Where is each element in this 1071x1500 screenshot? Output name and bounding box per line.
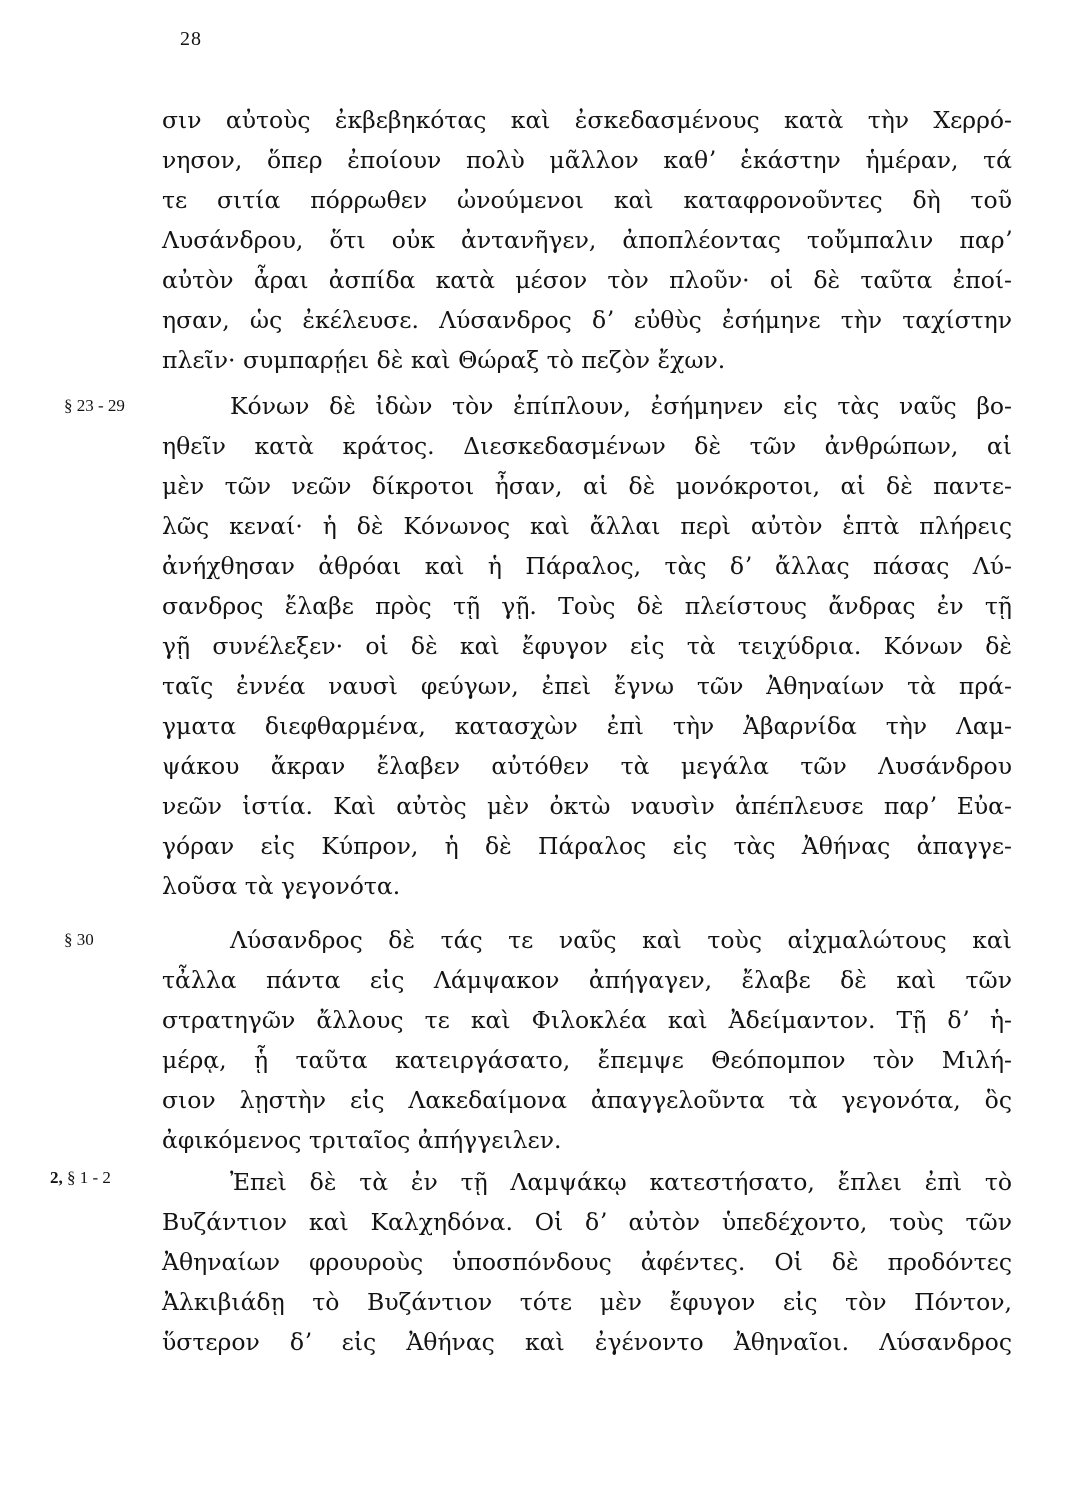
text-line: ψάκου ἄκραν ἔλαβεν αὐτόθεν τὰ μεγάλα τῶν Λυσάνδρου — [162, 752, 1012, 780]
text-line: σανδρος ἔλαβε πρὸς τῇ γῇ. Τοὺς δὲ πλείστους ἄνδρας ἐν τῇ — [162, 592, 1012, 620]
text-line: νησον, ὅπερ ἐποίουν πολὺ μᾶλλον καθʼ ἑκάστην ἡμέραν, τά — [162, 146, 1012, 174]
text-line: γῇ συνέλεξεν· οἱ δὲ καὶ ἔφυγον εἰς τὰ τειχύδρια. Κόνων δὲ — [162, 632, 1012, 660]
text-line: ἀφικόμενος τριταῖος ἀπήγγειλεν. — [162, 1126, 562, 1154]
text-line: Λυσάνδρου, ὅτι οὐκ ἀντανῆγεν, ἀποπλέοντας τοὔμπαλιν παρʼ — [162, 226, 1012, 254]
margin-ref-label: § 23 - 29 — [64, 396, 125, 415]
text-line: μὲν τῶν νεῶν δίκροτοι ἦσαν, αἱ δὲ μονόκροτοι, αἱ δὲ παντε- — [162, 472, 1012, 500]
text-line: πλεῖν· συμπαρῄει δὲ καὶ Θώραξ τὸ πεζὸν ἔχων. — [162, 346, 726, 374]
paragraph-4 — [162, 1162, 1012, 1362]
margin-ref-label: § 30 — [64, 930, 94, 949]
page-number: 28 — [180, 28, 202, 50]
text-line: λοῦσα τὰ γεγονότα. — [162, 872, 401, 900]
margin-ref-book-number: 2, — [50, 1168, 63, 1187]
text-line: σιν αὐτοὺς ἐκβεβηκότας καὶ ἐσκεδασμένους κατὰ τὴν Χερρό- — [162, 106, 1012, 134]
text-line: γόραν εἰς Κύπρον, ἡ δὲ Πάραλος εἰς τὰς Ἀθήνας ἀπαγγε- — [162, 832, 1012, 860]
text-line: λῶς κεναί· ἡ δὲ Κόνωνος καὶ ἄλλαι περὶ αὐτὸν ἑπτὰ πλήρεις — [162, 512, 1012, 540]
text-line: Βυζάντιον καὶ Καλχηδόνα. Οἱ δʼ αὐτὸν ὑπεδέχοντο, τοὺς τῶν — [162, 1208, 1012, 1236]
text-line: ὕστερον δʼ εἰς Ἀθήνας καὶ ἐγένοντο Ἀθηναῖοι. Λύσανδρος — [162, 1328, 1012, 1356]
text-line: αὐτὸν ἆραι ἀσπίδα κατὰ μέσον τὸν πλοῦν· οἱ δὲ ταῦτα ἐποί- — [162, 266, 1012, 294]
text-line: Ἀθηναίων φρουροὺς ὑποσπόνδους ἀφέντες. Οἱ δὲ προδόντες — [162, 1248, 1012, 1276]
paragraph-1 — [162, 100, 1012, 380]
text-line: Κόνων δὲ ἰδὼν τὸν ἐπίπλουν, ἐσήμηνεν εἰς τὰς ναῦς βο- — [230, 392, 1012, 420]
text-line: Ἀλκιβιάδῃ τὸ Βυζάντιον τότε μὲν ἔφυγον εἰς τὸν Πόντον, — [162, 1288, 1012, 1316]
text-line: Λύσανδρος δὲ τάς τε ναῦς καὶ τοὺς αἰχμαλώτους καὶ — [230, 926, 1012, 954]
text-line: ησαν, ὡς ἐκέλευσε. Λύσανδρος δʼ εὐθὺς ἐσήμηνε τὴν ταχίστην — [162, 306, 1012, 334]
paragraph-2 — [162, 386, 1012, 906]
paragraph-3 — [162, 920, 1012, 1160]
text-line: Ἐπεὶ δὲ τὰ ἐν τῇ Λαμψάκῳ κατεστήσατο, ἔπλει ἐπὶ τὸ — [230, 1168, 1012, 1196]
text-line: σιον λῃστὴν εἰς Λακεδαίμονα ἀπαγγελοῦντα τὰ γεγονότα, ὃς — [162, 1086, 1012, 1114]
margin-ref-section-23-29 — [64, 396, 125, 416]
text-line: γματα διεφθαρμένα, κατασχὼν ἐπὶ τὴν Ἀβαρνίδα τὴν Λαμ- — [162, 712, 1012, 740]
text-line: στρατηγῶν ἄλλους τε καὶ Φιλοκλέα καὶ Ἀδείμαντον. Τῇ δʼ ἡ- — [162, 1006, 1012, 1034]
margin-ref-section-30 — [64, 930, 94, 950]
margin-ref-label: § 1 - 2 — [67, 1168, 111, 1187]
text-line: μέρᾳ, ᾗ ταῦτα κατειργάσατο, ἔπεμψε Θεόπομπον τὸν Μιλή- — [162, 1046, 1012, 1074]
margin-ref-book-2-section-1-2 — [50, 1168, 111, 1188]
text-line: ταῖς ἐννέα ναυσὶ φεύγων, ἐπεὶ ἔγνω τῶν Ἀθηναίων τὰ πρά- — [162, 672, 1012, 700]
text-line: ἀνήχθησαν ἀθρόαι καὶ ἡ Πάραλος, τὰς δʼ ἄλλας πάσας Λύ- — [162, 552, 1012, 580]
text-line: ηθεῖν κατὰ κράτος. Διεσκεδασμένων δὲ τῶν ἀνθρώπων, αἱ — [162, 432, 1012, 460]
text-line: τε σιτία πόρρωθεν ὠνούμενοι καὶ καταφρονοῦντες δὴ τοῦ — [162, 186, 1012, 214]
text-line: τἆλλα πάντα εἰς Λάμψακον ἀπήγαγεν, ἔλαβε δὲ καὶ τῶν — [162, 966, 1012, 994]
text-line: νεῶν ἱστία. Καὶ αὐτὸς μὲν ὀκτὼ ναυσὶν ἀπέπλευσε παρʼ Εὐα- — [162, 792, 1012, 820]
